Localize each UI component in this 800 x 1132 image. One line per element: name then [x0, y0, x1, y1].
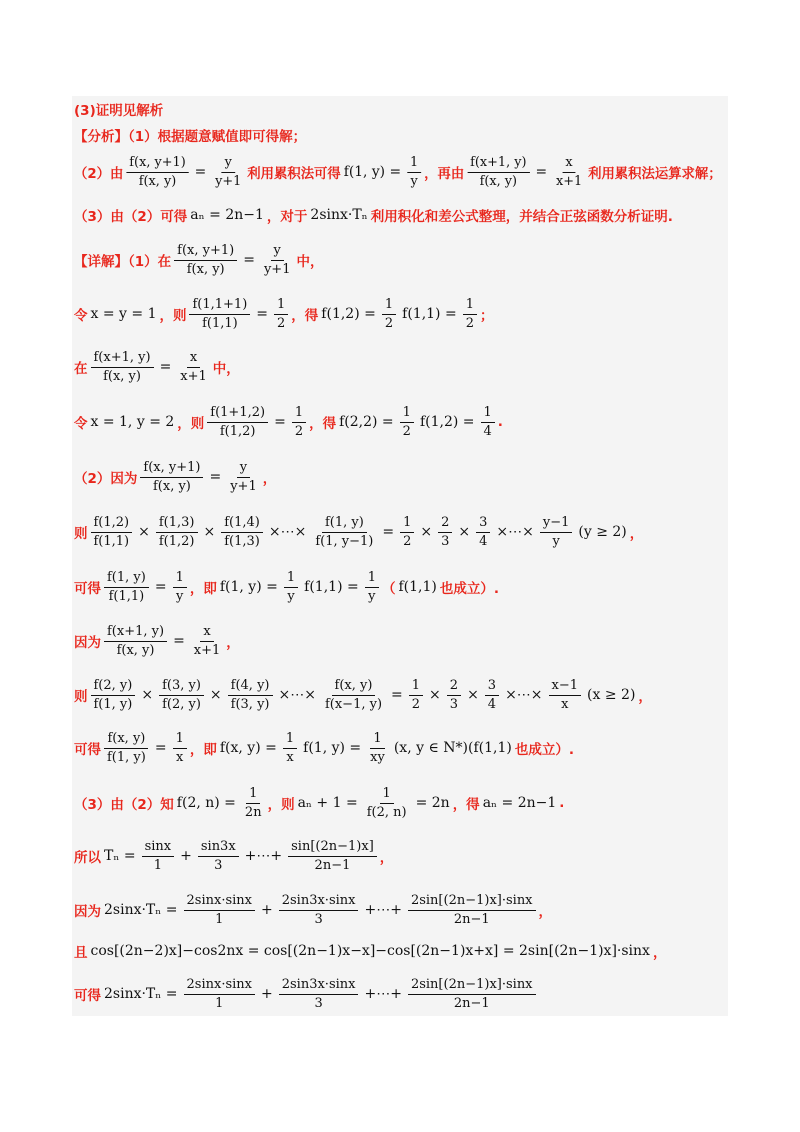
fraction — [184, 892, 255, 928]
fraction-denominator: y+1 — [230, 478, 257, 494]
math-expression: f(1, y) = — [303, 740, 362, 756]
fraction — [91, 514, 133, 550]
fraction-numerator: f(x, y) — [104, 730, 148, 749]
fraction — [104, 569, 149, 605]
explanation-text: ，得 — [452, 797, 480, 813]
fraction — [408, 892, 536, 928]
fraction-numerator: 1 — [407, 154, 421, 173]
math-expression: f(1,2) = — [419, 414, 475, 430]
fraction-denominator: xy — [370, 749, 385, 765]
detail-part3-conclusion — [74, 972, 722, 1016]
detail-part2-product-x — [74, 673, 722, 717]
explanation-text: ，则 — [177, 416, 205, 432]
fraction-numerator: f(1+1,2) — [207, 404, 268, 423]
fraction — [400, 514, 414, 550]
analysis-part1 — [74, 124, 722, 146]
math-expression: × — [138, 524, 150, 540]
fraction-numerator: 2sin[(2n−1)x]·sinx — [408, 892, 536, 911]
fraction — [189, 296, 250, 332]
explanation-text: 可得 — [74, 742, 101, 758]
fraction-denominator: y+1 — [263, 261, 291, 277]
fraction-denominator: 2 — [294, 423, 304, 439]
fraction — [261, 242, 294, 278]
fraction-denominator: 1 — [153, 857, 162, 873]
fraction-numerator: 1 — [284, 569, 298, 588]
math-expression: = — [391, 687, 403, 703]
fraction-denominator: y — [368, 588, 376, 604]
math-expression: f(x, y) = — [219, 740, 277, 756]
fraction-numerator: 1 — [365, 569, 379, 588]
detail-part2-product-y — [74, 510, 722, 554]
math-expression: = — [535, 164, 548, 180]
fraction — [174, 242, 237, 278]
detail-part1-step2 — [74, 345, 722, 389]
math-expression: x = 1, y = 2 — [90, 414, 175, 430]
fraction — [242, 785, 265, 821]
fraction-numerator: f(1,4) — [221, 514, 263, 533]
explanation-text: 则 — [74, 526, 88, 542]
fraction — [549, 677, 582, 713]
explanation-text: ， — [379, 850, 394, 866]
math-expression: = — [256, 306, 269, 322]
fraction — [438, 514, 452, 550]
fraction — [476, 514, 490, 550]
math-expression: +⋯+ — [364, 986, 402, 1002]
fraction — [367, 730, 388, 766]
fraction-numerator: x — [200, 623, 213, 642]
fraction-numerator: y — [271, 242, 284, 261]
fraction-denominator: 2 — [465, 315, 474, 331]
math-expression: ×⋯× — [278, 687, 316, 703]
detail-part3-identity — [74, 936, 722, 966]
explanation-text: . — [559, 795, 565, 811]
fraction-denominator: f(x, y) — [186, 261, 225, 277]
math-expression: +⋯+ — [244, 848, 283, 864]
explanation-text: （3）由（2）可得 — [74, 209, 188, 225]
fraction-denominator: f(1,1) — [108, 588, 145, 604]
explanation-text: 则 — [74, 689, 88, 705]
math-expression: f(1,1) — [398, 579, 437, 595]
fraction-denominator: 2 — [277, 315, 286, 331]
fraction-denominator: x — [561, 696, 569, 712]
math-expression: f(1,2) = — [321, 306, 376, 322]
fraction — [382, 296, 396, 332]
fraction — [191, 623, 224, 659]
fraction — [104, 730, 149, 766]
explanation-text: 中， — [212, 361, 240, 377]
detail-part3-an — [74, 781, 722, 825]
fraction-numerator: 1 — [400, 514, 414, 533]
fraction — [409, 677, 423, 713]
fraction-numerator: 2sin3x·sinx — [279, 976, 359, 995]
explanation-text: ，即 — [189, 581, 217, 597]
fraction-denominator: 2 — [402, 423, 411, 439]
explanation-text: 因为 — [74, 904, 101, 920]
explanation-text: ，对于 — [266, 209, 308, 225]
fraction-numerator: f(x, y+1) — [174, 242, 237, 261]
fraction-numerator: f(1,1+1) — [189, 296, 250, 315]
fraction-denominator: f(3, y) — [230, 696, 270, 712]
explanation-text: ， — [262, 471, 277, 487]
document-page — [72, 96, 728, 1016]
explanation-text: 因为 — [74, 635, 101, 651]
math-expression: f(1,1) = — [402, 306, 457, 322]
math-expression: + — [180, 848, 192, 864]
fraction-numerator: f(x+1, y) — [467, 154, 529, 173]
explanation-text: 中， — [296, 254, 324, 270]
fraction-numerator: f(x, y+1) — [140, 459, 203, 478]
fraction-denominator: 1 — [215, 911, 224, 927]
fraction-numerator: 1 — [370, 730, 384, 749]
fraction-denominator: 4 — [483, 423, 492, 439]
fraction — [156, 514, 198, 550]
math-expression: Tₙ = — [104, 848, 136, 864]
fraction-denominator: f(x, y) — [479, 173, 518, 189]
fraction-denominator: f(1, y) — [107, 749, 146, 765]
fraction-denominator: x+1 — [193, 642, 221, 658]
fraction-denominator: 2 — [403, 533, 412, 549]
explanation-text: 且 — [74, 945, 88, 961]
fraction-denominator: f(x, y) — [103, 368, 141, 384]
fraction — [227, 459, 260, 495]
math-expression: = — [159, 359, 172, 375]
fraction-numerator: y−1 — [540, 514, 573, 533]
detail-part3-2sinx-tn — [74, 888, 722, 932]
math-expression: × — [458, 524, 471, 540]
fraction-numerator: 1 — [173, 569, 187, 588]
fraction — [288, 838, 377, 874]
fraction — [447, 677, 461, 713]
fraction-numerator: 1 — [283, 730, 297, 749]
math-expression: × — [429, 687, 441, 703]
fraction-denominator: 3 — [214, 857, 223, 873]
math-expression: f(1, y) = — [343, 164, 402, 180]
math-expression: 2sinx·Tₙ = — [104, 902, 178, 918]
fraction-numerator: x−1 — [549, 677, 582, 696]
fraction-denominator: 2n−1 — [314, 857, 351, 873]
math-expression: = — [173, 633, 185, 649]
solution-heading — [74, 98, 722, 120]
math-expression: + — [261, 986, 273, 1002]
fraction-denominator: x+1 — [555, 173, 583, 189]
fraction — [467, 154, 529, 190]
fraction — [126, 154, 188, 190]
explanation-text: ， — [226, 635, 240, 651]
fraction-denominator: x — [286, 749, 294, 765]
fraction-numerator: 2 — [438, 514, 452, 533]
fraction — [212, 154, 244, 190]
math-expression: (y ≥ 2) — [578, 524, 627, 540]
fraction — [365, 569, 379, 605]
fraction-denominator: f(x, y) — [116, 642, 155, 658]
explanation-text: 也成立）. — [439, 581, 500, 597]
fraction-denominator: y — [287, 588, 295, 604]
explanation-text: ， — [629, 526, 644, 542]
fraction — [292, 404, 306, 440]
fraction — [312, 514, 376, 550]
fraction-denominator: 2 — [384, 315, 394, 331]
analysis-part3 — [74, 203, 722, 227]
math-expression: 2sinx·Tₙ = — [104, 986, 178, 1002]
fraction-numerator: f(x+1, y) — [104, 623, 167, 642]
math-expression: × — [203, 524, 216, 540]
math-expression: f(2,2) = — [339, 414, 394, 430]
fraction-numerator: x — [187, 349, 200, 368]
math-expression: × — [209, 687, 222, 703]
fraction-denominator: 2n — [244, 804, 262, 820]
fraction — [553, 154, 585, 190]
explanation-text: 在 — [74, 361, 88, 377]
fraction — [279, 976, 359, 1012]
fraction-denominator: 3 — [314, 911, 323, 927]
math-expression: = — [274, 414, 286, 430]
explanation-text: ，即 — [189, 742, 217, 758]
math-expression: × — [467, 687, 479, 703]
fraction-denominator: 2 — [411, 696, 421, 712]
fraction — [364, 785, 410, 821]
analysis-part2 — [74, 150, 722, 194]
math-expression: × — [141, 687, 154, 703]
detail-part2-result-x — [74, 726, 722, 770]
fraction — [274, 296, 288, 332]
fraction-denominator: 1 — [215, 995, 224, 1011]
math-expression: ×⋯× — [268, 524, 307, 540]
math-expression: (x, y ∈ N*)(f(1,1) — [393, 740, 512, 756]
fraction-denominator: x — [176, 749, 184, 765]
fraction-numerator: 3 — [476, 514, 490, 533]
math-expression: + — [261, 902, 273, 918]
explanation-text: （3）由（2）知 — [74, 797, 174, 813]
explanation-text: (3)证明见解析 — [74, 103, 164, 119]
fraction-numerator: 1 — [380, 785, 394, 804]
fraction-numerator: 1 — [409, 677, 423, 696]
math-expression: aₙ = 2n−1 — [190, 207, 264, 223]
explanation-text: ， — [638, 689, 652, 705]
fraction-numerator: 3 — [485, 677, 499, 696]
detail-part3-tn — [74, 834, 722, 878]
fraction-numerator: 1 — [173, 730, 187, 749]
fraction-numerator: 2sin[(2n−1)x]·sinx — [408, 976, 536, 995]
math-expression: = 2n — [415, 795, 450, 811]
explanation-text: 利用积化和差公式整理，并结合正弦函数分析证明. — [370, 209, 673, 225]
explanation-text: ，得 — [291, 308, 319, 324]
fraction-numerator: f(2, y) — [91, 677, 136, 696]
fraction-denominator: f(1,2) — [158, 533, 195, 549]
detail-part1-step1 — [74, 292, 722, 336]
fraction-numerator: f(1,3) — [156, 514, 198, 533]
fraction-numerator: 1 — [246, 785, 260, 804]
fraction-denominator: f(x, y) — [138, 173, 177, 189]
detail-part2-given-x — [74, 619, 722, 663]
fraction-denominator: f(1,3) — [224, 533, 260, 549]
fraction-denominator: 4 — [479, 533, 488, 549]
fraction-denominator: 2n−1 — [453, 995, 490, 1011]
fraction-numerator: f(3, y) — [159, 677, 204, 696]
fraction — [142, 838, 175, 874]
fraction — [228, 677, 273, 713]
fraction-numerator: sin3x — [198, 838, 239, 857]
fraction — [481, 404, 495, 440]
explanation-text: ， — [538, 904, 553, 920]
fraction — [400, 404, 414, 440]
explanation-text: （ — [382, 581, 396, 597]
fraction-denominator: y — [176, 588, 184, 604]
explanation-text: ，得 — [309, 416, 337, 432]
explanation-text: 令 — [74, 308, 88, 324]
fraction-numerator: f(4, y) — [228, 677, 273, 696]
explanation-text: ，再由 — [424, 166, 465, 182]
explanation-text: 也成立）. — [514, 742, 574, 758]
detail-part2-result-y — [74, 565, 722, 609]
math-expression: ×⋯× — [505, 687, 543, 703]
math-expression: aₙ + 1 = — [297, 795, 358, 811]
fraction-denominator: f(1,1) — [93, 533, 130, 549]
explanation-text: ，则 — [267, 797, 295, 813]
fraction — [177, 349, 210, 385]
fraction-numerator: 1 — [481, 404, 495, 423]
fraction — [322, 677, 385, 713]
fraction-numerator: f(1,2) — [91, 514, 133, 533]
fraction-numerator: sinx — [142, 838, 175, 857]
math-expression: = — [194, 164, 207, 180]
fraction-numerator: 2sinx·sinx — [184, 892, 255, 911]
fraction-numerator: 2sin3x·sinx — [279, 892, 359, 911]
fraction — [140, 459, 203, 495]
fraction — [91, 677, 136, 713]
explanation-text: 可得 — [74, 581, 101, 597]
fraction-numerator: 1 — [400, 404, 414, 423]
fraction-denominator: f(x, y) — [152, 478, 191, 494]
math-expression: +⋯+ — [364, 902, 402, 918]
explanation-text: ， — [652, 945, 667, 961]
math-expression: = — [243, 252, 255, 268]
fraction-numerator: 1 — [382, 296, 396, 315]
fraction — [159, 677, 204, 713]
fraction-denominator: y — [552, 533, 560, 549]
fraction-denominator: 3 — [449, 696, 459, 712]
fraction-numerator: 1 — [292, 404, 306, 423]
fraction — [279, 892, 359, 928]
math-expression: (x ≥ 2) — [587, 687, 636, 703]
explanation-text: 令 — [74, 416, 88, 432]
fraction-numerator: 2sinx·sinx — [184, 976, 255, 995]
fraction-numerator: y — [222, 154, 235, 173]
fraction-denominator: x+1 — [180, 368, 207, 384]
fraction-numerator: 2 — [447, 677, 461, 696]
detail-part1-intro — [74, 238, 722, 282]
fraction — [173, 569, 187, 605]
fraction — [91, 349, 154, 385]
fraction-numerator: f(x+1, y) — [91, 349, 154, 368]
fraction — [408, 976, 536, 1012]
fraction — [104, 623, 167, 659]
fraction-numerator: f(x, y+1) — [126, 154, 188, 173]
math-expression: aₙ = 2n−1 — [482, 795, 557, 811]
fraction — [207, 404, 268, 440]
fraction — [283, 730, 297, 766]
detail-part1-step3 — [74, 400, 722, 444]
explanation-text: ，则 — [159, 308, 187, 324]
math-expression: cos[(2n−2)x]−cos2nx = cos[(2n−1)x−x]−cos[(2n−1)x+x] = 2sin[(2n−1)x]·sinx — [90, 943, 650, 959]
fraction — [485, 677, 499, 713]
fraction-numerator: 1 — [463, 296, 477, 315]
fraction-denominator: f(2, n) — [366, 804, 407, 820]
fraction-denominator: f(1, y−1) — [315, 533, 374, 549]
fraction-denominator: y — [410, 173, 418, 189]
fraction — [198, 838, 239, 874]
explanation-text: 利用累积法运算求解； — [588, 166, 722, 182]
explanation-text: （2）因为 — [74, 471, 138, 487]
fraction-denominator: f(1,1) — [202, 315, 238, 331]
explanation-text: . — [497, 414, 503, 430]
explanation-text: 可得 — [74, 988, 101, 1004]
fraction-denominator: f(1,2) — [219, 423, 256, 439]
math-expression: = — [209, 469, 222, 485]
explanation-text: 所以 — [74, 850, 101, 866]
explanation-text: 【分析】（1）根据题意赋值即可得解； — [74, 129, 307, 145]
fraction — [173, 730, 187, 766]
fraction — [463, 296, 477, 332]
explanation-text: （2）由 — [74, 166, 124, 182]
fraction-denominator: 4 — [487, 696, 497, 712]
explanation-text: 【详解】（1）在 — [74, 254, 172, 270]
fraction-numerator: x — [562, 154, 575, 173]
math-expression: = — [382, 524, 395, 540]
fraction-numerator: 1 — [274, 296, 288, 315]
fraction — [407, 154, 421, 190]
explanation-text: ； — [479, 308, 494, 324]
math-expression: = — [154, 740, 167, 756]
math-expression: × — [420, 524, 433, 540]
fraction-denominator: 2n−1 — [453, 911, 490, 927]
fraction — [221, 514, 263, 550]
fraction — [284, 569, 298, 605]
fraction-denominator: 3 — [314, 995, 323, 1011]
fraction-numerator: f(x, y) — [332, 677, 376, 696]
explanation-text: 利用累积法可得 — [247, 166, 341, 182]
fraction — [184, 976, 255, 1012]
fraction-numerator: y — [237, 459, 250, 478]
fraction-denominator: f(1, y) — [93, 696, 133, 712]
math-expression: f(1,1) = — [304, 579, 359, 595]
detail-part2-given — [74, 455, 722, 499]
math-expression: f(2, n) = — [176, 795, 236, 811]
fraction-denominator: f(2, y) — [162, 696, 201, 712]
fraction-denominator: f(x−1, y) — [324, 696, 383, 712]
math-expression: 2sinx·Tₙ — [310, 207, 368, 223]
math-expression: f(1, y) = — [219, 579, 278, 595]
math-expression: = — [154, 579, 167, 595]
fraction-numerator: f(1, y) — [104, 569, 149, 588]
fraction-numerator: sin[(2n−1)x] — [288, 838, 377, 857]
fraction-denominator: 3 — [441, 533, 450, 549]
fraction-numerator: f(1, y) — [322, 514, 367, 533]
fraction-denominator: y+1 — [215, 173, 242, 189]
math-expression: x = y = 1 — [90, 306, 157, 322]
fraction — [540, 514, 573, 550]
math-expression: ×⋯× — [496, 524, 534, 540]
